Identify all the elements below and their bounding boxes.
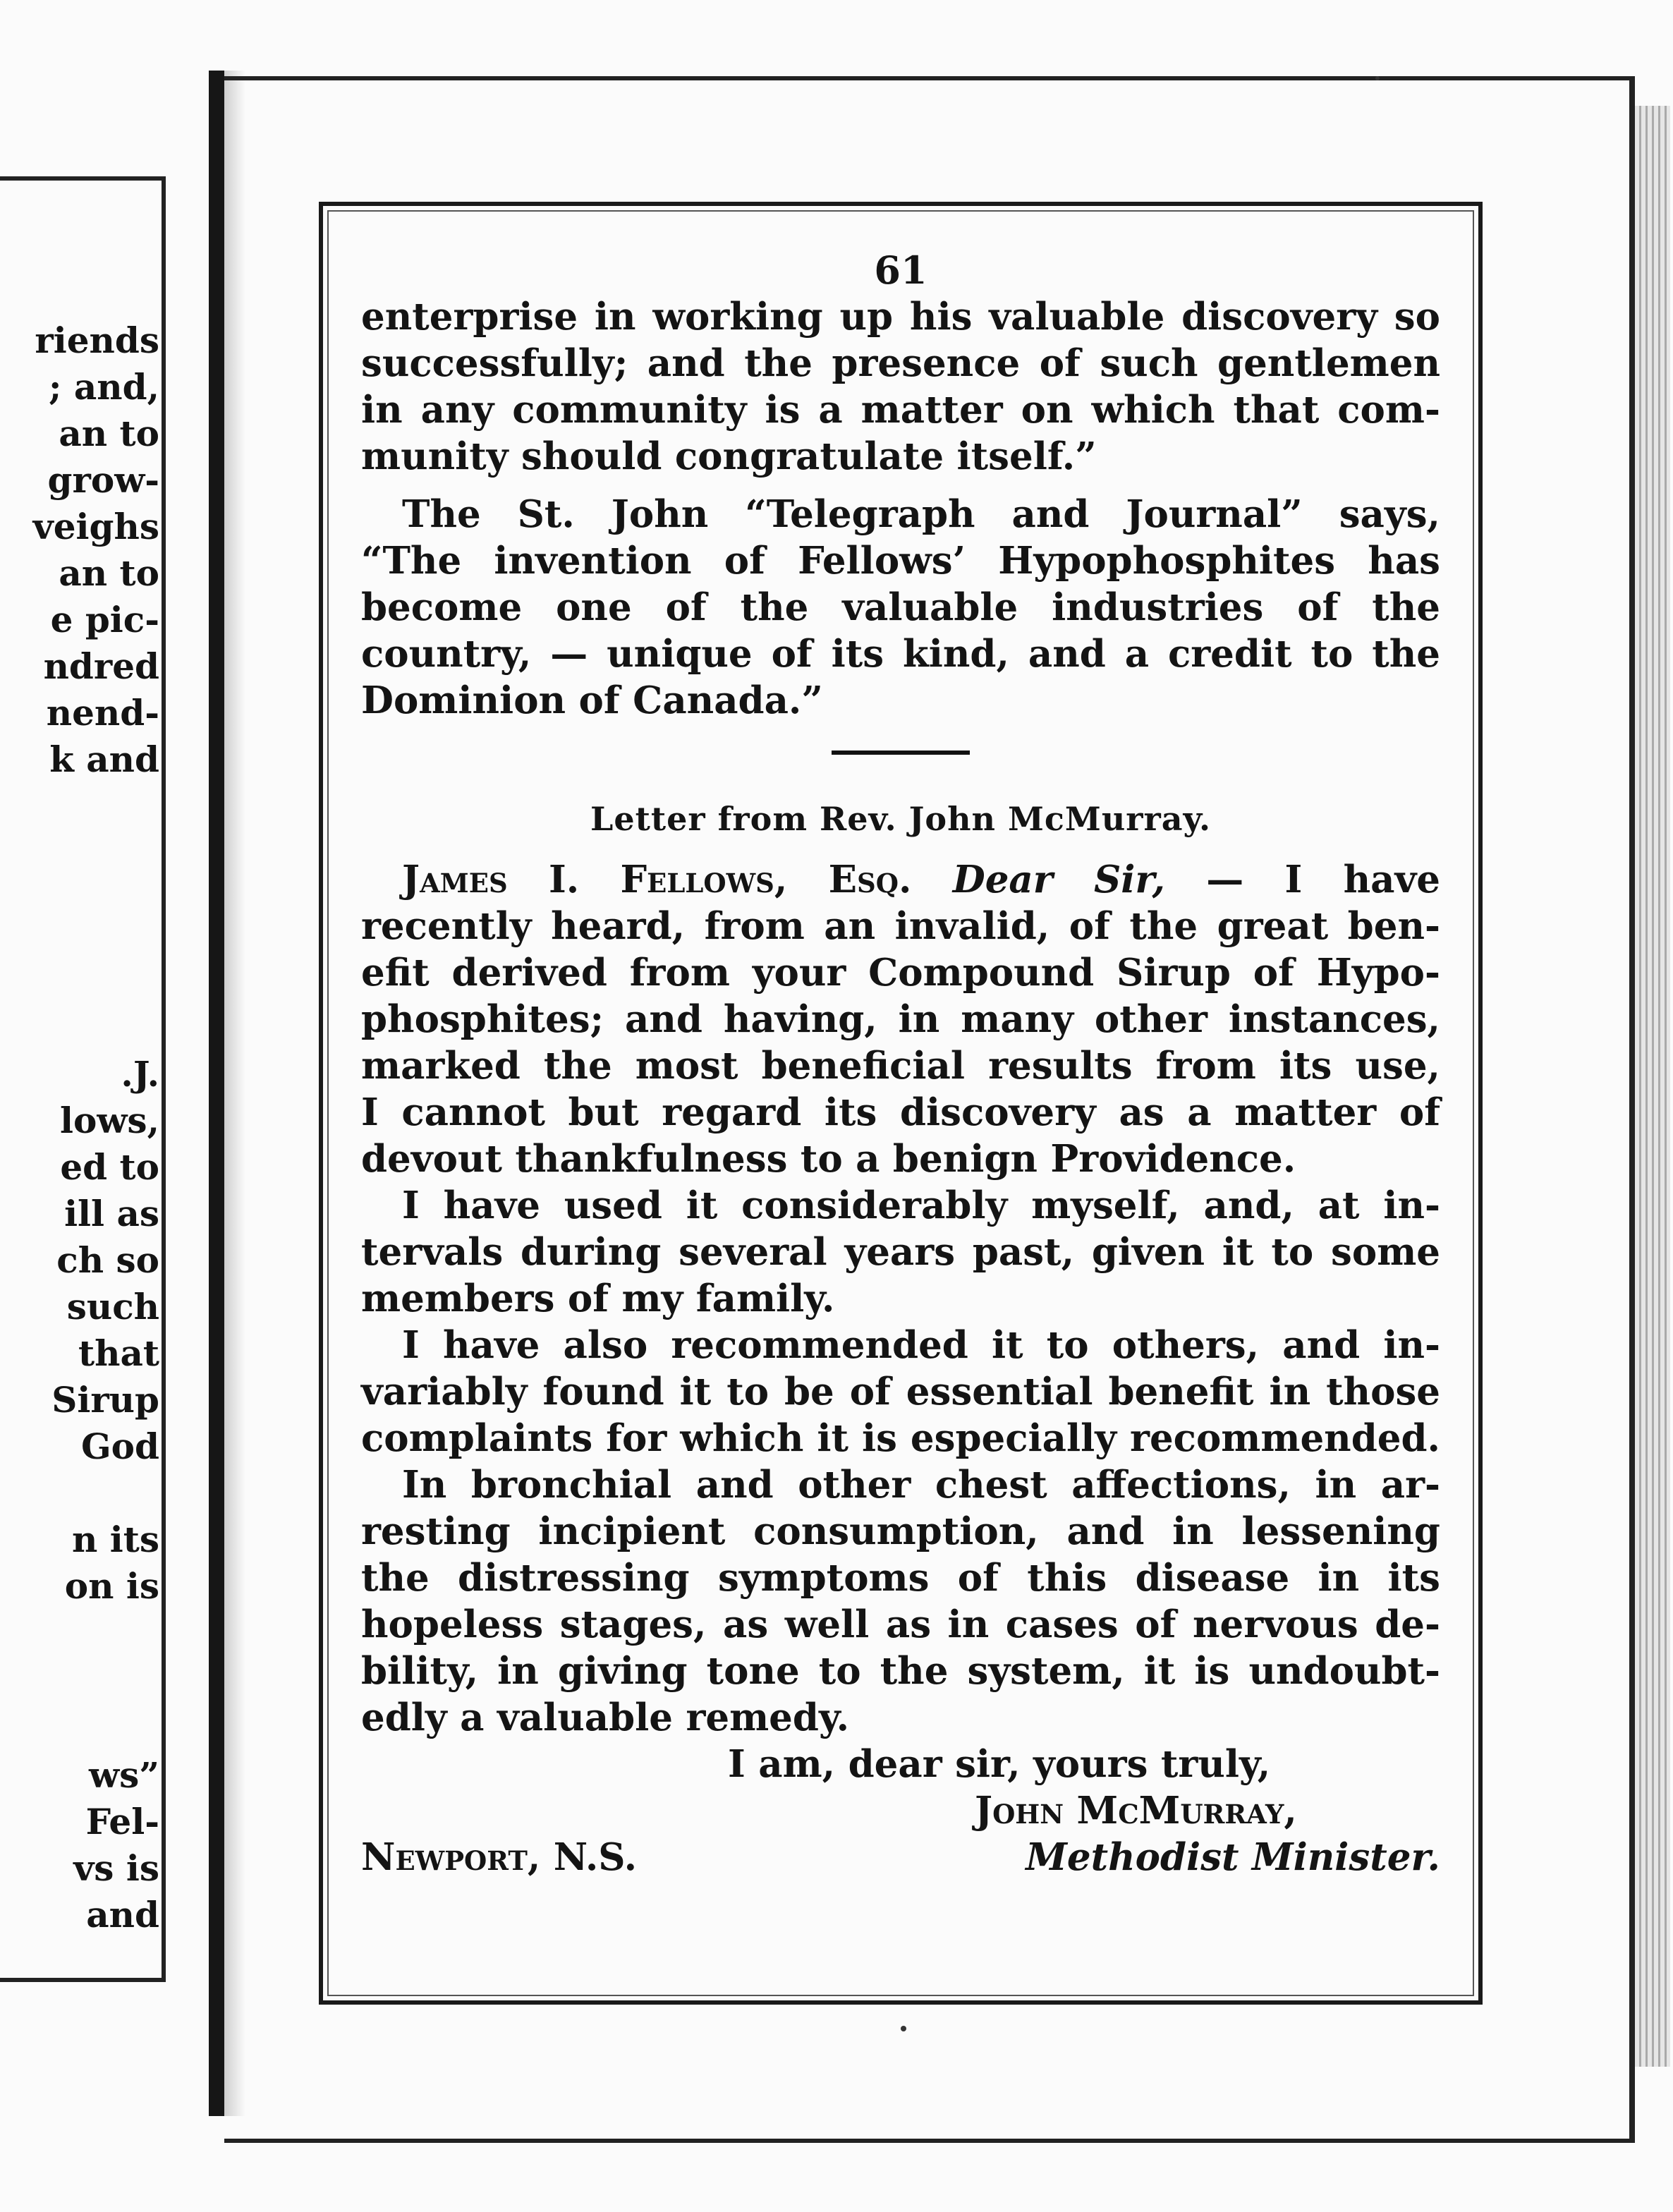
left-page-line: ; and,: [49, 366, 159, 408]
left-page-line: ndred: [43, 645, 159, 687]
text-line: phosphites; and having, in many other instances,: [361, 997, 1440, 1041]
left-page-line: on is: [64, 1565, 159, 1607]
letter-heading: Letter from Rev. John McMurray.: [590, 800, 1212, 838]
ink-speck: [1375, 76, 1380, 80]
left-page-line: ch so: [56, 1239, 159, 1281]
left-page-line: ill as: [64, 1193, 159, 1234]
text-line: recently heard, from an invalid, of the great ben-: [361, 904, 1440, 948]
text-line: I have used it considerably myself, and, at in-: [402, 1184, 1440, 1227]
text-line: I cannot but regard its discovery as a matter of: [361, 1090, 1440, 1134]
left-page-line: and: [86, 1894, 159, 1936]
text-line: “The invention of Fellows’ Hypophosphites has: [361, 539, 1440, 583]
text-line: In bronchial and other chest affections, in ar-: [402, 1463, 1440, 1507]
place-name: Newport, N.S.: [361, 1835, 638, 1879]
salutation-name: James I. Fellows, Esq.: [402, 858, 912, 901]
text-line: tervals during several years past, given it to some: [361, 1230, 1440, 1274]
left-page-line: Sirup: [51, 1379, 159, 1421]
text-line: efit derived from your Compound Sirup of Hypo-: [361, 951, 1440, 995]
section-divider: [832, 750, 970, 755]
left-page-line: n its: [72, 1519, 159, 1560]
text-line: edly a valuable remedy.: [361, 1696, 850, 1739]
signature-name-text: John McMurray,: [975, 1789, 1297, 1833]
page-stack-edges: [1635, 106, 1670, 2067]
paragraph-personal-use: [361, 1182, 1440, 1322]
paragraph-bronchial: [361, 1462, 1440, 1741]
paragraph-telegraph-quote: [361, 491, 1440, 724]
left-page-line: an to: [59, 413, 159, 454]
paragraph-continuation: [361, 293, 1440, 480]
page-number: 61: [874, 248, 927, 293]
text-line: Dominion of Canada.”: [361, 679, 823, 722]
text-line: become one of the valuable industries of the: [361, 585, 1440, 629]
left-page-line: riends: [35, 320, 159, 361]
salutation-line: [361, 856, 1440, 903]
text-line: variably found it to be of essential benefit in those: [361, 1370, 1440, 1414]
letter-closing: I am, dear sir, yours truly,: [728, 1742, 1271, 1786]
text-line: The St. John “Telegraph and Journal” says,: [402, 492, 1440, 536]
ink-speck: [901, 2026, 906, 2031]
paragraph-recommended: [361, 1322, 1440, 1462]
left-page-line: nend-: [46, 692, 159, 734]
left-page-line: that: [78, 1332, 159, 1374]
text-line: the distressing symptoms of this disease in its: [361, 1556, 1440, 1600]
paragraph-letter-opening: [361, 856, 1440, 1182]
text-line: country, — unique of its kind, and a credit to the: [361, 632, 1440, 676]
text-line: devout thankfulness to a benign Providence.: [361, 1137, 1296, 1181]
left-page-line: God: [80, 1426, 159, 1467]
text-line: munity should congratulate itself.”: [361, 435, 1097, 478]
left-page-line: Fel-: [85, 1801, 159, 1842]
salutation-rest: — I have: [1206, 858, 1441, 901]
text-line: bility, in giving tone to the system, it is undoubt-: [361, 1649, 1440, 1693]
left-page-line: lows,: [60, 1100, 159, 1141]
text-line: members of my family.: [361, 1277, 835, 1320]
left-page-line: veighs: [32, 506, 159, 547]
left-page-line: k and: [49, 739, 159, 780]
left-page-line: .J.: [121, 1053, 159, 1095]
text-line: in any community is a matter on which that com-: [361, 388, 1440, 432]
text-line: I have also recommended it to others, and in-: [402, 1323, 1440, 1367]
left-page-line: ed to: [60, 1146, 159, 1188]
left-page-line: vs is: [73, 1847, 159, 1889]
book-gutter: [209, 71, 224, 2116]
salutation-greeting: Dear Sir,: [952, 858, 1165, 901]
text-line: successfully; and the presence of such gentlemen: [361, 341, 1440, 385]
left-page-line: an to: [59, 552, 159, 594]
signature-name: [361, 1787, 1440, 1834]
signature-row: [361, 1834, 1440, 1880]
text-line: marked the most beneficial results from its use,: [361, 1044, 1440, 1088]
text-line: hopeless stages, as well as in cases of nervous de-: [361, 1603, 1440, 1646]
text-line: enterprise in working up his valuable discovery so: [361, 295, 1440, 339]
left-page-line: ws”: [89, 1754, 159, 1796]
left-page-line: e pic-: [50, 599, 159, 640]
signature-title: Methodist Minister.: [1026, 1835, 1440, 1879]
left-page-line: grow-: [47, 459, 159, 501]
text-line: complaints for which it is especially recommended.: [361, 1416, 1440, 1460]
text-line: resting incipient consumption, and in lessening: [361, 1509, 1440, 1553]
left-page-line: such: [66, 1286, 159, 1327]
page-content: [361, 247, 1440, 1880]
